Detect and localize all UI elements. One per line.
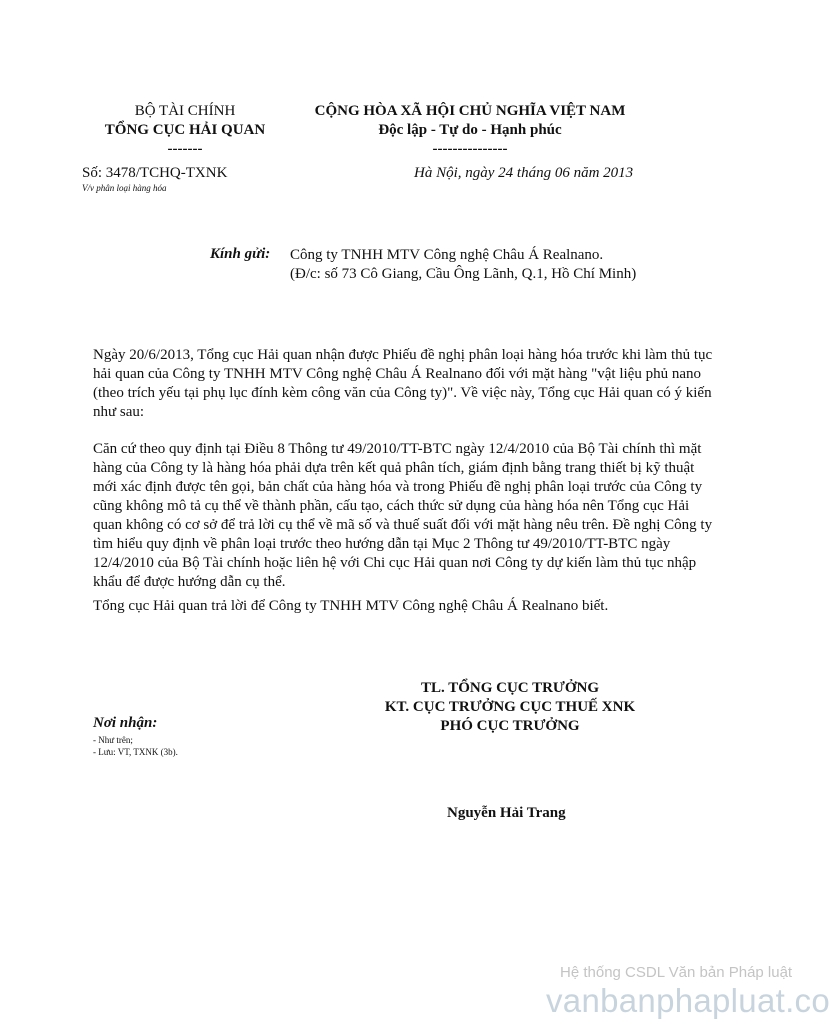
recipient-item: - Như trên; <box>93 735 133 745</box>
document-number: Số: 3478/TCHQ-TXNK <box>82 165 228 181</box>
header-left-divider: ------- <box>167 141 203 157</box>
recipient-label: Kính gửi: <box>210 246 271 262</box>
recipients-list <box>93 734 178 758</box>
recipient-item: - Lưu: VT, TXNK (3b). <box>93 747 178 757</box>
national-motto: Độc lập - Tự do - Hạnh phúc <box>378 122 562 138</box>
issuing-agency-header <box>60 102 310 159</box>
recipients-label: Nơi nhận: <box>93 715 158 731</box>
national-header <box>290 102 650 159</box>
ministry-name: BỘ TÀI CHÍNH <box>134 103 236 119</box>
country-name: CỘNG HÒA XÃ HỘI CHỦ NGHĨA VIỆT NAM <box>314 103 626 119</box>
recipient-address: (Đ/c: số 73 Cô Giang, Cầu Ông Lãnh, Q.1, Hồ Chí Minh) <box>290 265 637 282</box>
signer-name: Nguyễn Hải Trang <box>447 805 566 821</box>
header-right-divider: --------------- <box>432 141 508 157</box>
signature-block <box>330 679 690 736</box>
recipient-details <box>290 246 660 283</box>
document-subject: V/v phân loại hàng hóa <box>82 183 167 193</box>
body-paragraph-2: Căn cứ theo quy định tại Điều 8 Thông tư 49/2010/TT-BTC ngày 12/4/2010 của Bộ Tài chính thì mặt hàng của Công ty là hàng hóa phải dựa trên kết quả phân tích, giám định bằng trang thiết bị kỹ thuật mới xác định được tên gọi, bản chất của hàng hóa và trong Phiếu đề nghị phân loại trước của Công ty cũng không mô tả cụ thể về thành phần, cấu tạo, cách thức sử dụng của hàng hóa nên Tổng cục Hải quan không có cơ sở để trả lời cụ thể về mã số và thuế suất đối với mặt hàng nêu trên. Đề nghị Công ty tìm hiểu quy định về phân loại trước theo hướng dẫn tại Mục 2 Thông tư 49/2010/TT-BTC ngày 12/4/2010 của Bộ Tài chính hoặc liên hệ với Chi cục Hải quan nơi Công ty dự kiến làm thủ tục nhập khẩu để được hướng dẫn cụ thể. <box>93 441 713 590</box>
signature-line-1: TL. TỔNG CỤC TRƯỞNG <box>420 680 600 696</box>
recipient-company: Công ty TNHH MTV Công nghệ Châu Á Realnano. <box>290 247 604 263</box>
signature-line-3: PHÓ CỤC TRƯỞNG <box>440 718 580 734</box>
department-name: TỔNG CỤC HẢI QUAN <box>104 122 266 138</box>
watermark-site: vanbanphapluat.co <box>546 982 830 1019</box>
watermark-caption: Hệ thống CSDL Văn bản Pháp luật <box>560 964 793 981</box>
body-paragraph-1: Ngày 20/6/2013, Tổng cục Hải quan nhận được Phiếu đề nghị phân loại hàng hóa trước khi làm thủ tục hải quan của Công ty TNHH MTV Công nghệ Châu Á Realnano đối với mặt hàng "vật liệu phủ nano (theo trích yếu tại phụ lục đính kèm công văn của Công ty)". Về việc này, Tổng cục Hải quan có ý kiến như sau: <box>93 347 713 420</box>
place-and-date: Hà Nội, ngày 24 tháng 06 năm 2013 <box>414 165 634 181</box>
signature-line-2: KT. CỤC TRƯỞNG CỤC THUẾ XNK <box>384 699 636 715</box>
body-paragraph-3: Tổng cục Hải quan trả lời để Công ty TNHH MTV Công nghệ Châu Á Realnano biết. <box>93 598 609 614</box>
